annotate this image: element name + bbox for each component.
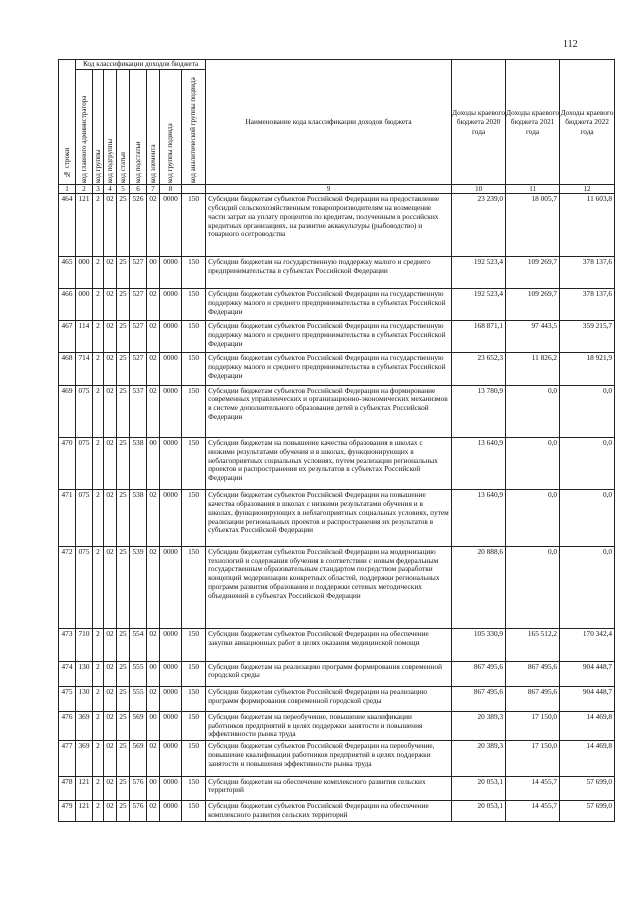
- subarticle-code-cell: 527: [130, 321, 147, 353]
- group-code-cell: 2: [93, 776, 104, 800]
- group-code-cell: 2: [93, 353, 104, 385]
- analytic-group-code-cell: 150: [182, 546, 206, 629]
- article-code-cell: 25: [117, 741, 130, 776]
- revenue-2021-cell: 11 826,2: [506, 353, 560, 385]
- article-code-cell: 25: [117, 686, 130, 711]
- revenue-2020-cell: 168 871,1: [452, 321, 506, 353]
- group-code-cell: 2: [93, 711, 104, 740]
- table-row: [59, 776, 615, 800]
- revenue-2022-cell: 904 448,7: [560, 661, 615, 686]
- revenue-2021-cell: 17 150,0: [506, 711, 560, 740]
- revenue-2020-cell: 867 495,6: [452, 661, 506, 686]
- article-code-cell: 25: [117, 661, 130, 686]
- table-row: [59, 256, 615, 288]
- subgroup-code-cell: 02: [104, 686, 117, 711]
- table-row: [59, 661, 615, 686]
- subarticle-code-cell: 569: [130, 741, 147, 776]
- row-number-header: № строки: [59, 60, 76, 185]
- subarticle-code-cell: 554: [130, 629, 147, 661]
- subgroup-code-cell: 02: [104, 546, 117, 629]
- analytic-group-code-cell: 150: [182, 711, 206, 740]
- revenue-2022-cell: 11 603,8: [560, 194, 615, 256]
- admin-code-cell: 121: [76, 800, 93, 821]
- article-code-cell: 25: [117, 776, 130, 800]
- admin-code-cell: 369: [76, 741, 93, 776]
- article-code-header: код статьи: [117, 70, 130, 185]
- table-row: [59, 546, 615, 629]
- revenue-2020-cell: 13 780,9: [452, 385, 506, 437]
- code-name-cell: Субсидии бюджетам на реализацию программ формирования современной городской среды: [206, 661, 452, 686]
- column-number: 3: [93, 185, 104, 194]
- subtype-group-code-cell: 0000: [160, 800, 182, 821]
- subgroup-code-cell: 02: [104, 741, 117, 776]
- element-code-cell: 02: [147, 800, 160, 821]
- subgroup-code-cell: 02: [104, 321, 117, 353]
- revenue-2021-cell: 0,0: [506, 385, 560, 437]
- row-number-cell: 465: [59, 256, 76, 288]
- table-row: [59, 194, 615, 256]
- element-code-cell: 02: [147, 385, 160, 437]
- revenue-2020-cell: 20 053,1: [452, 800, 506, 821]
- group-code-cell: 2: [93, 321, 104, 353]
- analytic-group-code-header: код аналитической группы подвида: [182, 70, 206, 185]
- group-code-cell: 2: [93, 256, 104, 288]
- admin-code-cell: 710: [76, 629, 93, 661]
- admin-code-cell: 121: [76, 776, 93, 800]
- revenue-2022-cell: 0,0: [560, 385, 615, 437]
- row-number-cell: 464: [59, 194, 76, 256]
- row-number-cell: 469: [59, 385, 76, 437]
- code-name-cell: Субсидии бюджетам на обеспечение комплексного развития сельских территорий: [206, 776, 452, 800]
- article-code-cell: 25: [117, 321, 130, 353]
- column-number: [182, 185, 206, 194]
- subarticle-code-header: код подстатьи: [130, 70, 147, 185]
- element-code-cell: 02: [147, 289, 160, 321]
- row-number-cell: 467: [59, 321, 76, 353]
- page-number: 112: [563, 39, 578, 50]
- article-code-cell: 25: [117, 546, 130, 629]
- code-name-cell: Субсидии бюджетам субъектов Российской Федерации на государственную поддержку малого и среднего предпринимательства в субъектах Российской Федерации: [206, 289, 452, 321]
- code-name-cell: Субсидии бюджетам субъектов Российской Федерации на обеспечение закупки авиационных работ в целях оказания медицинской помощи: [206, 629, 452, 661]
- revenue-2022-cell: 378 137,6: [560, 256, 615, 288]
- revenue-2022-cell: 359 215,7: [560, 321, 615, 353]
- code-name-header: Наименование кода классификации доходов бюджета: [206, 60, 452, 185]
- analytic-group-code-cell: 150: [182, 741, 206, 776]
- analytic-group-code-cell: 150: [182, 289, 206, 321]
- subgroup-code-cell: 02: [104, 711, 117, 740]
- subtype-group-code-cell: 0000: [160, 385, 182, 437]
- subarticle-code-cell: 555: [130, 686, 147, 711]
- revenue-2021-cell: 109 269,7: [506, 256, 560, 288]
- group-code-cell: 2: [93, 661, 104, 686]
- code-name-cell: Субсидии бюджетам на повышение качества образования в школах с низкими результатами обучения и в школах, функционирующих в неблагоприятных социальных условиях, путем реализации региональных проектов и распространения их результатов в субъектах Российской Федерации: [206, 438, 452, 490]
- article-code-cell: 25: [117, 353, 130, 385]
- table-row: [59, 385, 615, 437]
- revenue-2021-cell: 14 455,7: [506, 800, 560, 821]
- column-number: 10: [452, 185, 506, 194]
- code-name-cell: Субсидии бюджетам субъектов Российской Федерации на предоставление субсидий сельскохозяйственным товаропроизводителям на возмещение части затрат на уплату процентов по кредитам, полученным в российских кредитных организациях, на развитие аквакультуры (рыбоводство) и товарного осетроводства: [206, 194, 452, 256]
- article-code-cell: 25: [117, 194, 130, 256]
- revenue-2022-cell: 0,0: [560, 438, 615, 490]
- revenue-2022-cell: 57 699,0: [560, 776, 615, 800]
- subarticle-code-cell: 537: [130, 385, 147, 437]
- subarticle-code-cell: 555: [130, 661, 147, 686]
- element-code-cell: 02: [147, 741, 160, 776]
- subarticle-code-cell: 527: [130, 289, 147, 321]
- code-name-cell: Субсидии бюджетам субъектов Российской Федерации на реализацию программ формирования современной городской среды: [206, 686, 452, 711]
- group-code-header: код группы: [93, 70, 104, 185]
- revenue-2022-cell: 18 921,9: [560, 353, 615, 385]
- subgroup-code-cell: 02: [104, 256, 117, 288]
- article-code-cell: 25: [117, 256, 130, 288]
- revenue-2020-cell: 192 523,4: [452, 256, 506, 288]
- subgroup-code-cell: 02: [104, 385, 117, 437]
- element-code-cell: 02: [147, 686, 160, 711]
- element-code-cell: 02: [147, 194, 160, 256]
- column-numbers-row: [59, 185, 615, 194]
- subarticle-code-cell: 526: [130, 194, 147, 256]
- table-row: [59, 289, 615, 321]
- column-number: 7: [147, 185, 160, 194]
- revenue-2020-cell: 20 888,6: [452, 546, 506, 629]
- element-code-header: код элемента: [147, 70, 160, 185]
- group-code-cell: 2: [93, 490, 104, 546]
- admin-code-cell: 130: [76, 661, 93, 686]
- code-name-cell: Субсидии бюджетам субъектов Российской Федерации на обеспечение комплексного развития сельских территорий: [206, 800, 452, 821]
- subtype-group-code-cell: 0000: [160, 321, 182, 353]
- subgroup-code-cell: 02: [104, 438, 117, 490]
- table-row: [59, 490, 615, 546]
- revenue-2020-cell: 23 652,3: [452, 353, 506, 385]
- element-code-cell: 02: [147, 490, 160, 546]
- row-number-cell: 478: [59, 776, 76, 800]
- revenue-2022-cell: 378 137,6: [560, 289, 615, 321]
- subtype-group-code-cell: 0000: [160, 353, 182, 385]
- group-code-cell: 2: [93, 741, 104, 776]
- admin-code-cell: 000: [76, 289, 93, 321]
- revenue-2020-cell: 20 389,3: [452, 711, 506, 740]
- group-code-cell: 2: [93, 546, 104, 629]
- element-code-cell: 00: [147, 438, 160, 490]
- code-name-cell: Субсидии бюджетам на государственную поддержку малого и среднего предпринимательства в субъектах Российской Федерации: [206, 256, 452, 288]
- analytic-group-code-cell: 150: [182, 321, 206, 353]
- element-code-cell: 00: [147, 776, 160, 800]
- admin-code-cell: 075: [76, 438, 93, 490]
- subgroup-code-cell: 02: [104, 661, 117, 686]
- subtype-group-code-cell: 0000: [160, 490, 182, 546]
- table-row: [59, 686, 615, 711]
- article-code-cell: 25: [117, 711, 130, 740]
- revenue-2021-cell: 17 150,0: [506, 741, 560, 776]
- classification-code-header: Код классификации доходов бюджета: [76, 60, 206, 70]
- element-code-cell: 02: [147, 629, 160, 661]
- article-code-cell: 25: [117, 490, 130, 546]
- revenue-2022-cell: 0,0: [560, 546, 615, 629]
- subtype-group-code-cell: 0000: [160, 438, 182, 490]
- analytic-group-code-cell: 150: [182, 353, 206, 385]
- subtype-group-code-cell: 0000: [160, 711, 182, 740]
- subgroup-code-cell: 02: [104, 490, 117, 546]
- subgroup-code-header: код подгруппы: [104, 70, 117, 185]
- row-number-cell: 476: [59, 711, 76, 740]
- admin-code-cell: 075: [76, 385, 93, 437]
- group-code-cell: 2: [93, 438, 104, 490]
- revenue-2021-cell: 18 005,7: [506, 194, 560, 256]
- row-number-cell: 466: [59, 289, 76, 321]
- admin-code-cell: 714: [76, 353, 93, 385]
- subarticle-code-cell: 527: [130, 256, 147, 288]
- code-name-cell: Субсидии бюджетам субъектов Российской Федерации на государственную поддержку малого и среднего предпринимательства в субъектах Российской Федерации: [206, 353, 452, 385]
- column-number: 2: [76, 185, 93, 194]
- analytic-group-code-cell: 150: [182, 661, 206, 686]
- revenue-2020-cell: 20 389,3: [452, 741, 506, 776]
- row-number-cell: 479: [59, 800, 76, 821]
- table-header: [59, 60, 615, 194]
- revenue-2021-cell: 0,0: [506, 490, 560, 546]
- analytic-group-code-cell: 150: [182, 256, 206, 288]
- revenue-2020-cell: 13 640,9: [452, 438, 506, 490]
- revenue-2020-header: Доходы краевого бюджета 2020 года: [452, 60, 506, 185]
- analytic-group-code-cell: 150: [182, 194, 206, 256]
- subgroup-code-cell: 02: [104, 776, 117, 800]
- admin-code-cell: 114: [76, 321, 93, 353]
- table-body: [59, 194, 615, 822]
- revenue-2020-cell: 192 523,4: [452, 289, 506, 321]
- revenue-2020-cell: 20 053,1: [452, 776, 506, 800]
- admin-code-cell: 121: [76, 194, 93, 256]
- group-code-cell: 2: [93, 800, 104, 821]
- row-number-cell: 470: [59, 438, 76, 490]
- subarticle-code-cell: 527: [130, 353, 147, 385]
- column-number: 1: [59, 185, 76, 194]
- column-number: 9: [206, 185, 452, 194]
- subarticle-code-cell: 539: [130, 546, 147, 629]
- table-row: [59, 711, 615, 740]
- element-code-cell: 02: [147, 353, 160, 385]
- revenue-2022-cell: 14 469,8: [560, 711, 615, 740]
- admin-code-cell: 075: [76, 490, 93, 546]
- code-name-cell: Субсидии бюджетам субъектов Российской Федерации на государственную поддержку малого и среднего предпринимательства в субъектах Российской Федерации: [206, 321, 452, 353]
- revenue-2022-cell: 904 448,7: [560, 686, 615, 711]
- revenue-2021-header: Доходы краевого бюджета 2021 года: [506, 60, 560, 185]
- subtype-group-code-cell: 0000: [160, 289, 182, 321]
- article-code-cell: 25: [117, 438, 130, 490]
- revenue-2021-cell: 0,0: [506, 438, 560, 490]
- subgroup-code-cell: 02: [104, 194, 117, 256]
- analytic-group-code-cell: 150: [182, 629, 206, 661]
- subgroup-code-cell: 02: [104, 289, 117, 321]
- table-row: [59, 321, 615, 353]
- revenue-2022-header: Доходы краевого бюджета 2022 года: [560, 60, 615, 185]
- subarticle-code-cell: 576: [130, 800, 147, 821]
- table-row: [59, 800, 615, 821]
- code-name-cell: Субсидии бюджетам субъектов Российской Федерации на модернизацию технологий и содержания обучения в соответствии с новым федеральным государственным образовательным стандартом посредством разработки концепций модернизации конкретных областей, поддержки региональных программ развития образования и поддержки сетевых методических объединений в субъектах Российской Федерации: [206, 546, 452, 629]
- row-number-cell: 477: [59, 741, 76, 776]
- group-code-cell: 2: [93, 289, 104, 321]
- code-name-cell: Субсидии бюджетам субъектов Российской Федерации на повышение качества образования в школах с низкими результатами обучения и в школах, функционирующих в неблагоприятных социальных условиях, путем реализации региональных проектов и распространения их результатов в субъектах Российской Федерации: [206, 490, 452, 546]
- subtype-group-code-cell: 0000: [160, 194, 182, 256]
- column-number: 8: [160, 185, 182, 194]
- element-code-cell: 00: [147, 711, 160, 740]
- article-code-cell: 25: [117, 800, 130, 821]
- revenue-2021-cell: 14 455,7: [506, 776, 560, 800]
- subgroup-code-cell: 02: [104, 800, 117, 821]
- subarticle-code-cell: 576: [130, 776, 147, 800]
- row-number-cell: 472: [59, 546, 76, 629]
- subgroup-code-cell: 02: [104, 629, 117, 661]
- element-code-cell: 02: [147, 546, 160, 629]
- article-code-cell: 25: [117, 385, 130, 437]
- subtype-group-code-cell: 0000: [160, 256, 182, 288]
- revenue-2021-cell: 867 495,6: [506, 661, 560, 686]
- group-code-cell: 2: [93, 686, 104, 711]
- column-number: 4: [104, 185, 117, 194]
- table-row: [59, 741, 615, 776]
- revenue-2021-cell: 165 512,2: [506, 629, 560, 661]
- row-number-cell: 468: [59, 353, 76, 385]
- analytic-group-code-cell: 150: [182, 686, 206, 711]
- analytic-group-code-cell: 150: [182, 385, 206, 437]
- row-number-cell: 475: [59, 686, 76, 711]
- table-row: [59, 353, 615, 385]
- revenue-2021-cell: 0,0: [506, 546, 560, 629]
- row-number-cell: 471: [59, 490, 76, 546]
- subtype-group-code-cell: 0000: [160, 661, 182, 686]
- analytic-group-code-cell: 150: [182, 776, 206, 800]
- revenue-2020-cell: 105 330,9: [452, 629, 506, 661]
- admin-code-cell: 369: [76, 711, 93, 740]
- subtype-group-code-cell: 0000: [160, 776, 182, 800]
- subtype-group-code-header: код группы подвида: [160, 70, 182, 185]
- code-name-cell: Субсидии бюджетам на переобучение, повышение квалификации работников предприятий в целях поддержки занятости и повышения эффективности рынка труда: [206, 711, 452, 740]
- subarticle-code-cell: 569: [130, 711, 147, 740]
- analytic-group-code-cell: 150: [182, 438, 206, 490]
- row-number-cell: 473: [59, 629, 76, 661]
- subtype-group-code-cell: 0000: [160, 741, 182, 776]
- group-code-cell: 2: [93, 385, 104, 437]
- element-code-cell: 00: [147, 256, 160, 288]
- revenue-2022-cell: 57 699,0: [560, 800, 615, 821]
- subtype-group-code-cell: 0000: [160, 629, 182, 661]
- subtype-group-code-cell: 0000: [160, 546, 182, 629]
- admin-code-cell: 130: [76, 686, 93, 711]
- subarticle-code-cell: 538: [130, 490, 147, 546]
- subtype-group-code-cell: 0000: [160, 686, 182, 711]
- revenue-2020-cell: 867 495,6: [452, 686, 506, 711]
- revenue-2022-cell: 0,0: [560, 490, 615, 546]
- revenue-2021-cell: 97 443,5: [506, 321, 560, 353]
- analytic-group-code-cell: 150: [182, 800, 206, 821]
- revenue-2022-cell: 14 469,8: [560, 741, 615, 776]
- row-number-cell: 474: [59, 661, 76, 686]
- revenue-2021-cell: 867 495,6: [506, 686, 560, 711]
- element-code-cell: 02: [147, 321, 160, 353]
- code-name-cell: Субсидии бюджетам субъектов Российской Федерации на переобучение, повышение квалификации работников предприятий в целях поддержки занятости и повышения эффективности рынка труда: [206, 741, 452, 776]
- table-row: [59, 438, 615, 490]
- element-code-cell: 00: [147, 661, 160, 686]
- article-code-cell: 25: [117, 629, 130, 661]
- budget-revenue-table: [58, 59, 615, 822]
- revenue-2022-cell: 170 342,4: [560, 629, 615, 661]
- subgroup-code-cell: 02: [104, 353, 117, 385]
- admin-code-cell: 000: [76, 256, 93, 288]
- group-code-cell: 2: [93, 629, 104, 661]
- article-code-cell: 25: [117, 289, 130, 321]
- group-code-cell: 2: [93, 194, 104, 256]
- revenue-2021-cell: 109 269,7: [506, 289, 560, 321]
- column-number: 6: [130, 185, 147, 194]
- admin-code-cell: 075: [76, 546, 93, 629]
- admin-code-header: код главного администратора: [76, 70, 93, 185]
- revenue-2020-cell: 23 239,0: [452, 194, 506, 256]
- table-row: [59, 629, 615, 661]
- column-number: 5: [117, 185, 130, 194]
- analytic-group-code-cell: 150: [182, 490, 206, 546]
- column-number: 12: [560, 185, 615, 194]
- subarticle-code-cell: 538: [130, 438, 147, 490]
- code-name-cell: Субсидии бюджетам субъектов Российской Федерации на формирование современных управленческих и организационно-экономических механизмов в системе дополнительного образования детей в субъектах Российской Федерации: [206, 385, 452, 437]
- revenue-2020-cell: 13 640,9: [452, 490, 506, 546]
- column-number: 11: [506, 185, 560, 194]
